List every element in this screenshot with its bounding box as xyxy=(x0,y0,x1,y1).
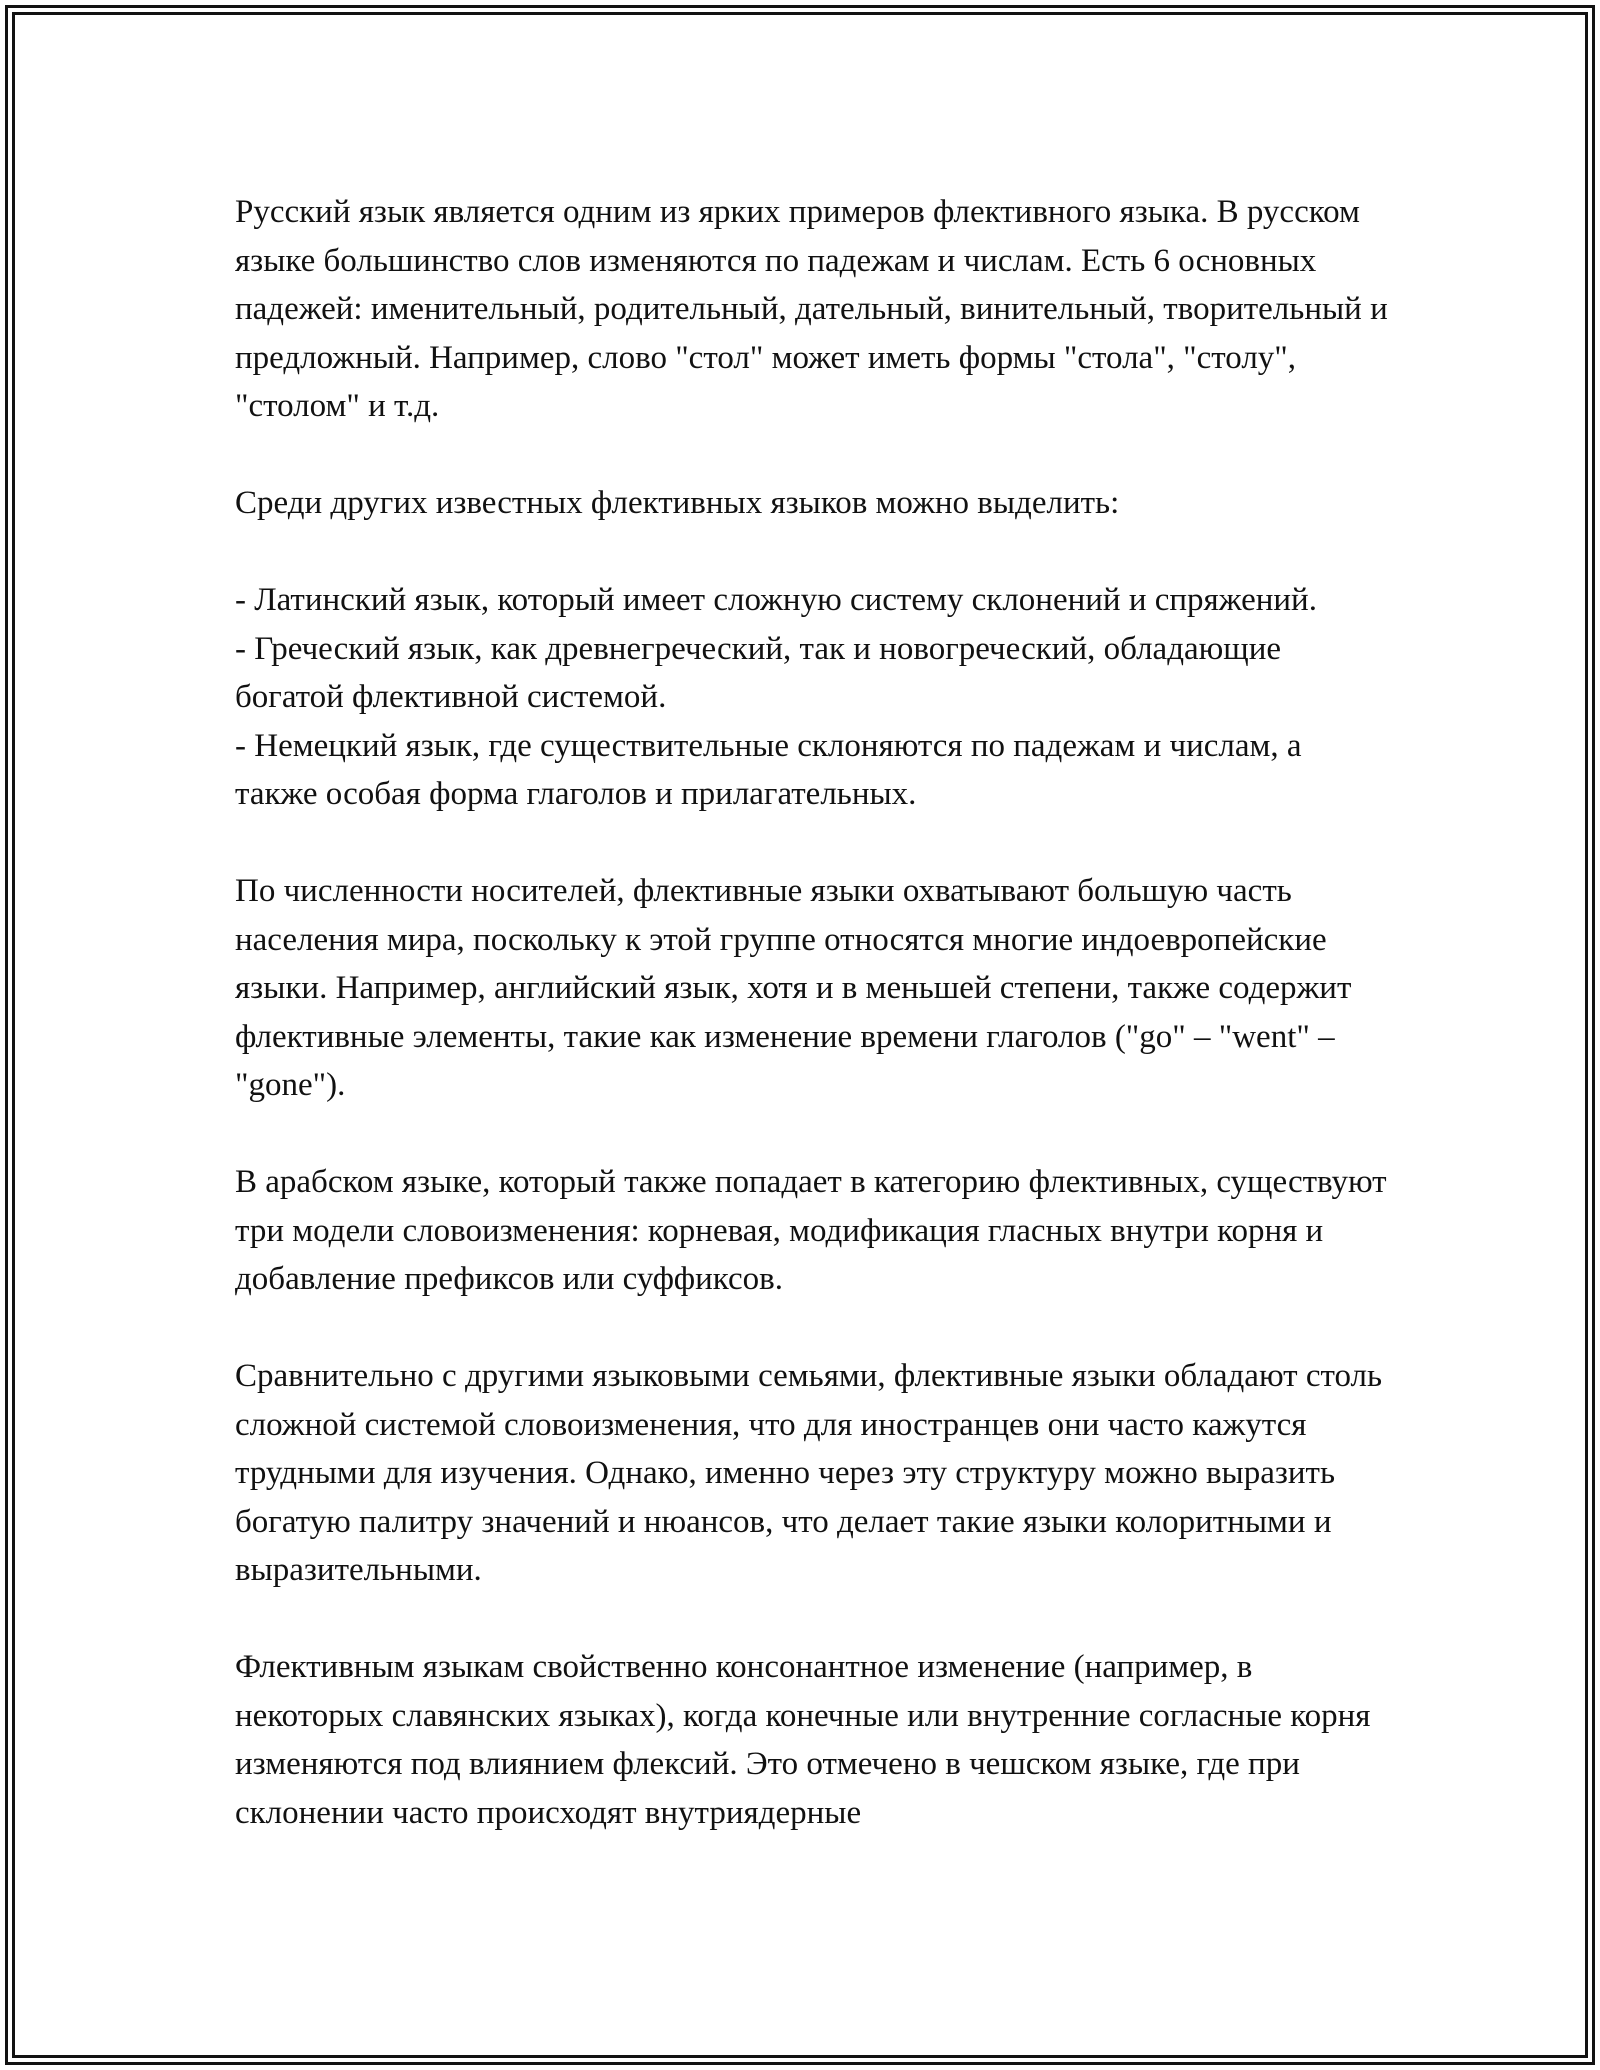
document-body xyxy=(235,188,1390,1837)
paragraph-consonant-change: Флективным языкам свойственно консонантное изменение (например, в некоторых славянских языках), когда конечные или внутренние согласные корня изменяются под влиянием флексий. Это отмечено в чешском языке, где при склонении часто происходят внутриядерные xyxy=(235,1649,1371,1831)
list-item-greek: - Греческий язык, как древнегреческий, так и новогреческий, обладающие богатой флективной системой. xyxy=(235,630,1282,715)
paragraph-comparison: Сравнительно с другими языковыми семьями, флективные языки обладают столь сложной системой словоизменения, что для иностранцев они часто кажутся трудными для изучения. Однако, именно через эту структуру можно выразить богатую палитру значений и нюансов, что делает такие языки колоритными и выразительными. xyxy=(235,1358,1383,1588)
paragraph-arabic: В арабском языке, который также попадает в категорию флективных, существуют три модели словоизменения: корневая, модификация гласных внутри корня и добавление префиксов или суффиксов. xyxy=(235,1164,1387,1297)
languages-list xyxy=(235,576,1390,819)
paragraph-other-languages-intro: Среди других известных флективных языков можно выделить: xyxy=(235,485,1120,521)
paragraph-russian-language: Русский язык является одним из ярких примеров флективного языка. В русском языке большинство слов изменяются по падежам и числам. Есть 6 основных падежей: именительный, родительный, дательный, винительный, творительный и предложный. Например, слово "стол" может иметь формы "стола", "столу", "столом" и т.д. xyxy=(235,194,1388,424)
list-item-german: - Немецкий язык, где существительные склоняются по падежам и числам, а также особая форма глаголов и прилагательных. xyxy=(235,727,1302,812)
list-item-latin: - Латинский язык, который имеет сложную систему склонений и спряжений. xyxy=(235,582,1317,618)
paragraph-speakers: По численности носителей, флективные языки охватывают большую часть населения мира, поскольку к этой группе относятся многие индоевропейские языки. Например, английский язык, хотя и в меньшей степени, также содержит флективные элементы, такие как изменение времени глаголов ("go" – "went" – "gone"). xyxy=(235,873,1352,1103)
